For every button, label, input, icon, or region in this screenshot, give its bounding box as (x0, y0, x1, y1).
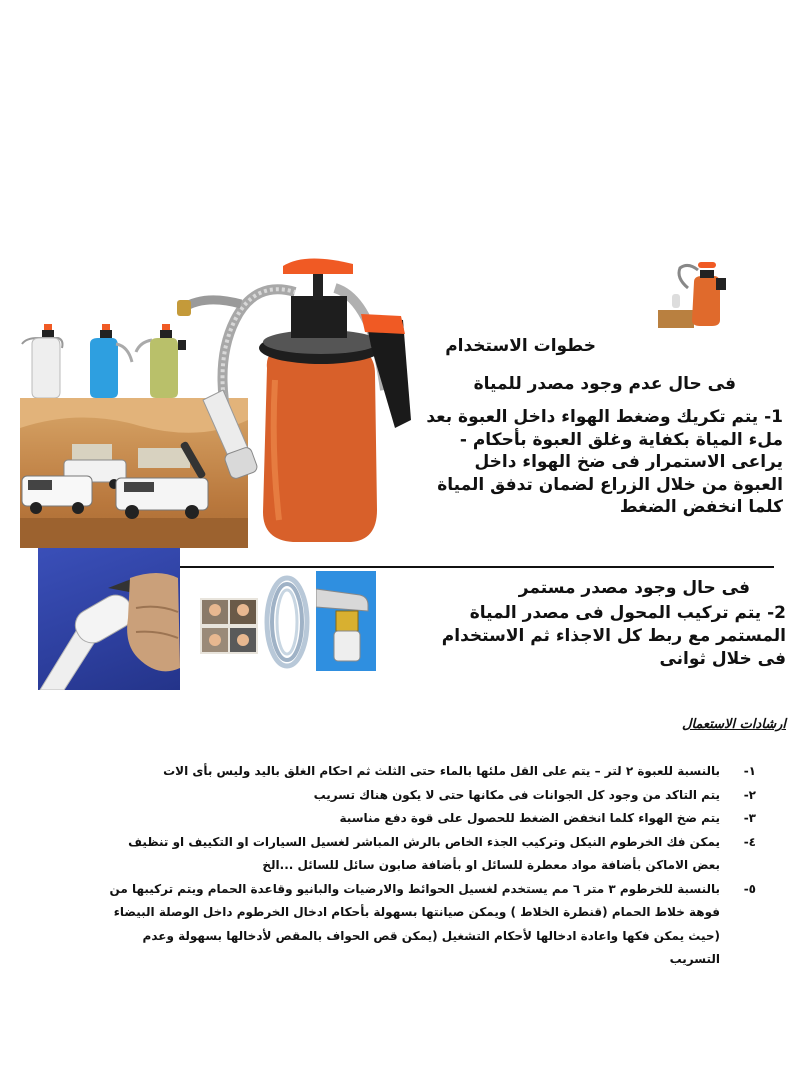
instruction-number: ١- (743, 764, 756, 778)
step-2-text (430, 602, 786, 671)
instruction-text: بالنسبة للخرطوم ٣ متر ٦ مم يستخدم لغسيل الحوائط والارضيات والبانيو وقاعدة الحمام ويتم تركيبها من فوهة خلاط الحمام (قنطرة الخلاط ) ويمكن صيانتها بسهولة بأحكام ادخال الخرطوم داخل الوصلة البيضاء (حيث يمكن فكها واعادة ادخالها لأحكام التشغيل (يمكن قص الحواف بالمقص لأدخالها بسهولة وعدم التسريب (109, 881, 720, 966)
instruction-text: يتم ضخ الهواء كلما انخفض الضغط للحصول على قوة دفع مناسبة (339, 811, 720, 825)
instruction-item (100, 807, 756, 831)
section-divider (178, 566, 774, 568)
color-variants-image (18, 322, 193, 400)
water-source-title: فى حال وجود مصدر مستمر (518, 578, 750, 598)
coiled-hose-image (262, 572, 312, 672)
instruction-text: يتم التاكد من وجود كل الجوانات فى مكانها حتى لا يكون هناك تسريب (313, 787, 720, 802)
usage-steps-heading: خطوات الاستخدام (445, 336, 596, 356)
instruction-item (100, 831, 756, 878)
step-2-label: 2- (767, 603, 786, 623)
instruction-number: ٤- (743, 834, 756, 849)
step-1-text (425, 406, 783, 519)
instruction-item (100, 784, 756, 808)
hand-shower-head-image (38, 548, 180, 690)
step-1-label: 1- (764, 407, 783, 427)
instruction-text: يمكن فك الخرطوم النيكل وتركيب الجذء الخاص بالرش المباشر لغسيل السيارات او التكييف او تنظيف بعض الاماكن بأضافة مواد معطرة للسائل او بأضافة صابون سائل للسائل ...الخ (128, 834, 720, 872)
faucet-adapter-image (316, 571, 376, 671)
usage-instructions-title: ارشادات الاستعمال (682, 717, 786, 732)
pressure-sprayer-image (175, 250, 420, 550)
usage-instructions-list (100, 760, 756, 972)
instruction-item (100, 760, 756, 784)
installation-collage-image (200, 598, 258, 654)
step-1-body: يتم تكريك وضغط الهواء داخل العبوة بعد ملء المياة بكفاية وغلق العبوة بأحكام - يراعى الاستمرار فى ضخ الهواء داخل العبوة من خلال الزراع لضمان تدفق المياة كلما انخفض الضغط (426, 407, 783, 517)
instruction-number: ٥- (743, 881, 756, 896)
instruction-item (100, 878, 756, 972)
instruction-text: بالنسبة للعبوة ٢ لتر – يتم على القل ملئها بالماء حتى الثلث ثم احكام الغلق باليد وليس بأى الات (163, 764, 720, 778)
instruction-number: ٢- (743, 787, 756, 802)
product-thumbnail-image (658, 258, 734, 330)
step-2-body: يتم تركيب المحول فى مصدر المياة المستمر مع ربط كل الاجذاء ثم الاستخدام فى خلال ثوانى (441, 603, 786, 669)
instruction-number: ٣- (743, 811, 756, 825)
no-water-source-title: فى حال عدم وجود مصدر للمياة (473, 374, 736, 394)
